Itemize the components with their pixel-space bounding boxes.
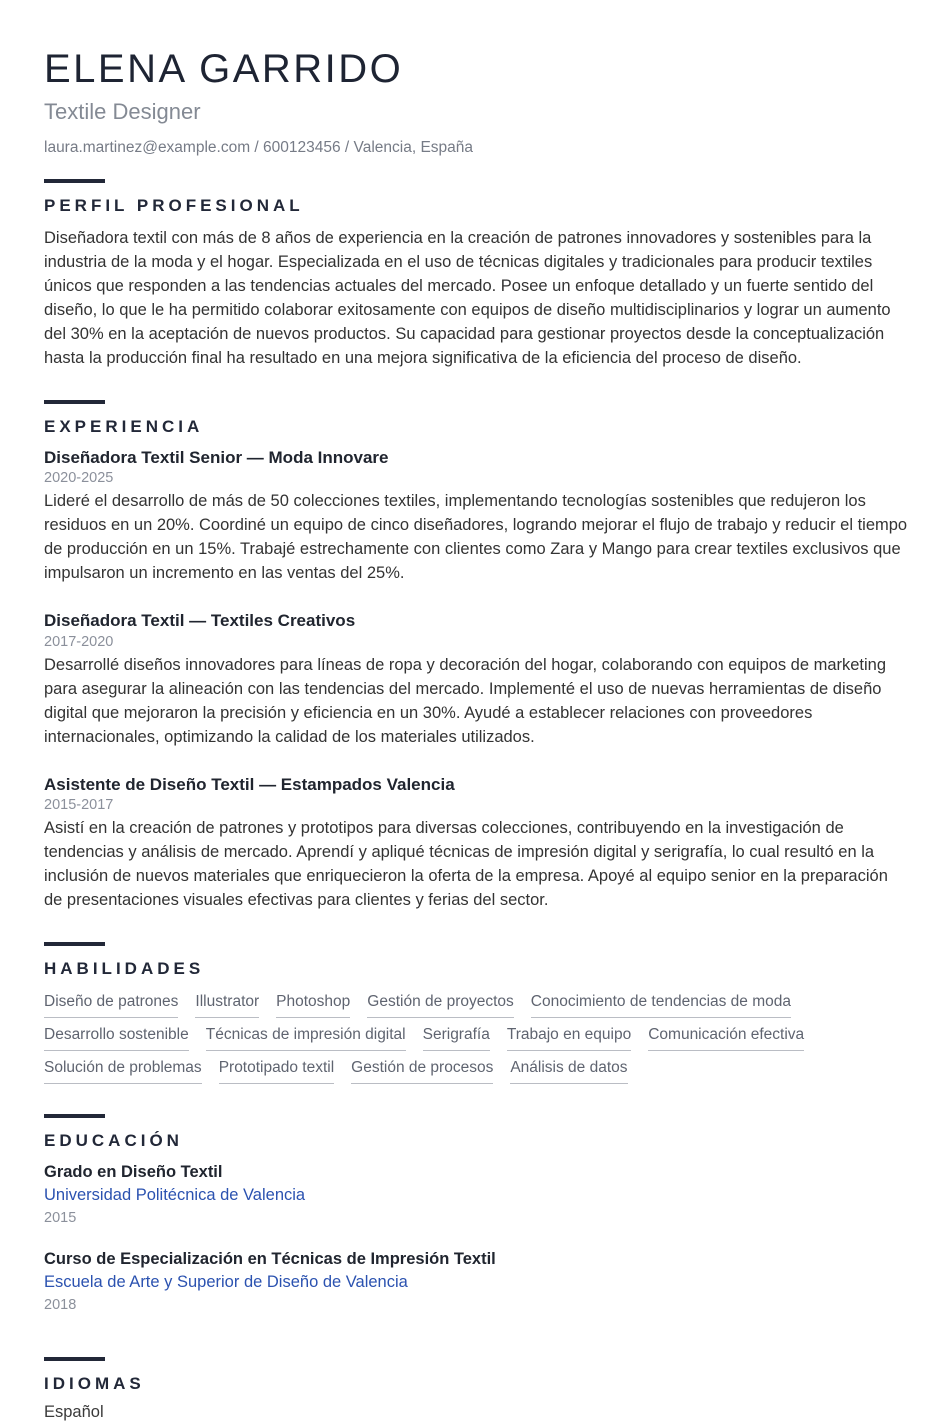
section-experience xyxy=(44,400,908,912)
section-skills xyxy=(44,942,908,1084)
skill-tag: Gestión de proyectos xyxy=(367,993,513,1018)
skill-tag: Serigrafía xyxy=(423,1026,490,1051)
section-divider xyxy=(44,400,105,404)
institution-link[interactable]: Escuela de Arte y Superior de Diseño de Valencia xyxy=(44,1272,408,1291)
section-languages xyxy=(44,1357,908,1422)
experience-item xyxy=(44,610,908,748)
education-item xyxy=(44,1163,908,1226)
skill-tag: Solución de problemas xyxy=(44,1059,202,1084)
job-title: Diseñadora Textil — Textiles Creativos xyxy=(44,611,356,631)
section-divider xyxy=(44,942,105,946)
skill-tag: Conocimiento de tendencias de moda xyxy=(531,993,791,1018)
skill-tag: Trabajo en equipo xyxy=(507,1026,631,1051)
education-item xyxy=(44,1250,908,1313)
section-education xyxy=(44,1114,908,1313)
graduation-year: 2018 xyxy=(44,1296,77,1313)
skills-row xyxy=(44,1059,908,1084)
section-title-languages: IDIOMAS xyxy=(44,1373,145,1393)
skill-tag: Análisis de datos xyxy=(510,1059,627,1084)
skills-row xyxy=(44,1026,908,1051)
skill-tag: Photoshop xyxy=(276,993,350,1018)
resume-header xyxy=(44,48,908,157)
job-period: 2015-2017 xyxy=(44,796,114,813)
skill-tag: Comunicación efectiva xyxy=(648,1026,804,1051)
language-item: Español xyxy=(44,1402,104,1421)
skills-row xyxy=(44,993,908,1018)
job-period: 2017-2020 xyxy=(44,633,114,650)
candidate-job-title: Textile Designer xyxy=(44,99,201,124)
candidate-name: ELENA GARRIDO xyxy=(44,47,404,91)
section-divider xyxy=(44,179,105,183)
section-divider xyxy=(44,1357,105,1361)
section-title-profile: PERFIL PROFESIONAL xyxy=(44,196,304,215)
section-title-education: EDUCACIÓN xyxy=(44,1130,183,1150)
skill-tag: Illustrator xyxy=(195,993,259,1018)
section-title-skills: HABILIDADES xyxy=(44,958,205,978)
job-description: Lideré el desarrollo de más de 50 colecciones textiles, implementando tecnologías sostenibles que redujeron los residuos en un 20%. Coordiné un equipo de cinco diseñadores, logrando mejorar el flujo de trabajo y reducir el tiempo de producción en un 15%. Trabajé estrechamente con clientes como Zara y Mango para crear textiles exclusivos que impulsaron un incremento en las ventas del 25%. xyxy=(44,492,908,583)
skills-list xyxy=(44,993,908,1084)
degree-title: Curso de Especialización en Técnicas de Impresión Textil xyxy=(44,1249,496,1268)
job-period: 2020-2025 xyxy=(44,470,114,487)
institution-link[interactable]: Universidad Politécnica de Valencia xyxy=(44,1185,306,1204)
degree-title: Grado en Diseño Textil xyxy=(44,1162,223,1181)
experience-item xyxy=(44,447,908,585)
contact-info: laura.martinez@example.com / 600123456 / Valencia, España xyxy=(44,139,474,156)
skill-tag: Desarrollo sostenible xyxy=(44,1026,189,1051)
job-title: Diseñadora Textil Senior — Moda Innovare xyxy=(44,448,389,467)
experience-item xyxy=(44,774,908,912)
job-title: Asistente de Diseño Textil — Estampados Valencia xyxy=(44,774,455,794)
graduation-year: 2015 xyxy=(44,1209,77,1226)
profile-text: Diseñadora textil con más de 8 años de experiencia en la creación de patrones innovadores y sostenibles para la industria de la moda y el hogar. Especializada en el uso de técnicas digitales y tradicionales para producir textiles únicos que responden a las tendencias actuales del mercado. Posee un enfoque detallado y un fuerte sentido del diseño, lo que le ha permitido colaborar exitosamente con equipos de diseño multidisciplinarios y lograr un aumento del 30% en la aceptación de nuevos productos. Su capacidad para gestionar proyectos desde la conceptualización hasta la producción final ha resultado en una mejora significativa de la eficiencia del proceso de diseño. xyxy=(44,229,891,367)
skill-tag: Prototipado textil xyxy=(219,1059,334,1084)
skill-tag: Técnicas de impresión digital xyxy=(206,1026,406,1051)
job-description: Desarrollé diseños innovadores para líneas de ropa y decoración del hogar, colaborando con equipos de marketing para asegurar la alineación con las tendencias del mercado. Implementé el uso de nuevas herramientas de diseño digital que mejoraron la precisión y eficiencia en un 30%. Ayudé a establecer relaciones con proveedores internacionales, optimizando la calidad de los materiales utilizados. xyxy=(44,655,887,746)
job-description: Asistí en la creación de patrones y prototipos para diversas colecciones, contribuyendo en la investigación de tendencias y análisis de mercado. Aprendí y apliqué técnicas de impresión digital y serigrafía, lo cual resultó en la inclusión de nuevos materiales que enriquecieron la oferta de la empresa. Apoyé al equipo senior en la preparación de presentaciones visuales efectivas para clientes y ferias del sector. xyxy=(44,818,888,909)
skill-tag: Gestión de procesos xyxy=(351,1059,493,1084)
section-profile xyxy=(44,179,908,370)
section-divider xyxy=(44,1114,105,1118)
section-title-experience: EXPERIENCIA xyxy=(44,417,204,436)
skill-tag: Diseño de patrones xyxy=(44,993,178,1018)
